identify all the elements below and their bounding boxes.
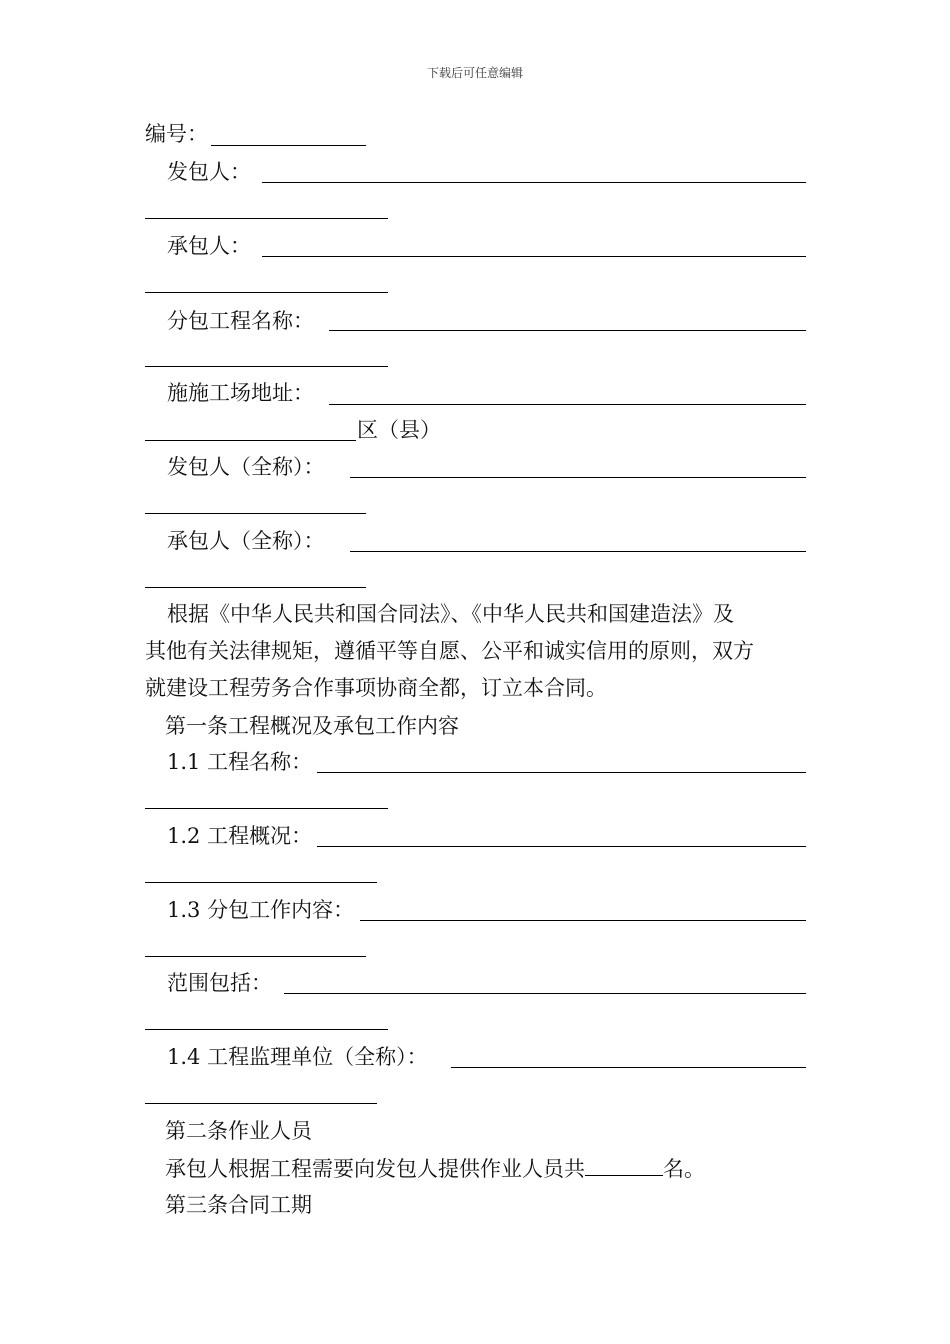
scope-field[interactable] [284, 993, 806, 994]
contractor-full-label: 承包人（全称）： [167, 529, 325, 553]
subcontract-work-field[interactable] [360, 920, 806, 921]
contractor-full-field[interactable] [350, 551, 806, 552]
subproject-field[interactable] [329, 330, 806, 331]
subproject-label: 分包工程名称： [167, 309, 314, 333]
item-1-3-label: 1.3 分包工作内容： [167, 898, 355, 922]
preamble-line: 就建设工程劳务合作事项协商全都，订立本合同。 [145, 676, 607, 700]
scope-field-cont[interactable] [145, 1029, 388, 1030]
supervisor-field-cont[interactable] [145, 1103, 377, 1104]
article2-title: 第二条作业人员 [165, 1119, 312, 1143]
project-overview-field-cont[interactable] [145, 882, 377, 883]
article1-title: 第一条工程概况及承包工作内容 [165, 714, 459, 738]
employer-field[interactable] [262, 182, 806, 183]
employer-full-field-cont[interactable] [145, 513, 366, 514]
employer-field-cont[interactable] [145, 218, 388, 219]
article2-text-after: 名。 [663, 1157, 705, 1181]
subcontract-work-field-cont[interactable] [145, 956, 366, 957]
preamble-paragraph [145, 596, 807, 707]
number-label: 编号： [145, 122, 208, 146]
site-field[interactable] [329, 404, 806, 405]
supervisor-field[interactable] [451, 1067, 806, 1068]
site-field-cont[interactable] [145, 440, 356, 441]
number-field[interactable] [211, 145, 366, 146]
preamble-line: 其他有关法律规矩，遵循平等自愿、公平和诚实信用的原则，双方 [145, 639, 754, 663]
page-header-note: 下载后可任意编辑 [426, 66, 523, 80]
article3-title: 第三条合同工期 [165, 1193, 312, 1217]
project-overview-field[interactable] [317, 846, 806, 847]
employer-full-field[interactable] [350, 477, 806, 478]
contractor-field-cont[interactable] [145, 292, 388, 293]
item-1-1-label: 1.1 工程名称： [167, 750, 313, 774]
item-1-4-label: 1.4 工程监理单位（全称）： [167, 1045, 428, 1069]
subproject-field-cont[interactable] [145, 366, 388, 367]
article2-text [165, 1153, 705, 1184]
workers-count-field[interactable] [585, 1153, 663, 1176]
contractor-field[interactable] [262, 256, 806, 257]
site-label: 施施工场地址： [167, 381, 314, 405]
district-suffix: 区（县） [357, 418, 441, 442]
contractor-label: 承包人： [167, 234, 251, 258]
scope-label: 范围包括： [167, 971, 272, 995]
contractor-full-field-cont[interactable] [145, 587, 366, 588]
preamble-line: 根据《中华人民共和国合同法》、《中华人民共和国建造法》及 [167, 602, 734, 626]
project-name-field-cont[interactable] [145, 808, 388, 809]
article2-text-before: 承包人根据工程需要向发包人提供作业人员共 [165, 1157, 585, 1181]
employer-full-label: 发包人（全称）： [167, 455, 325, 479]
item-1-2-label: 1.2 工程概况： [167, 824, 313, 848]
project-name-field[interactable] [317, 772, 806, 773]
employer-label: 发包人： [167, 160, 251, 184]
